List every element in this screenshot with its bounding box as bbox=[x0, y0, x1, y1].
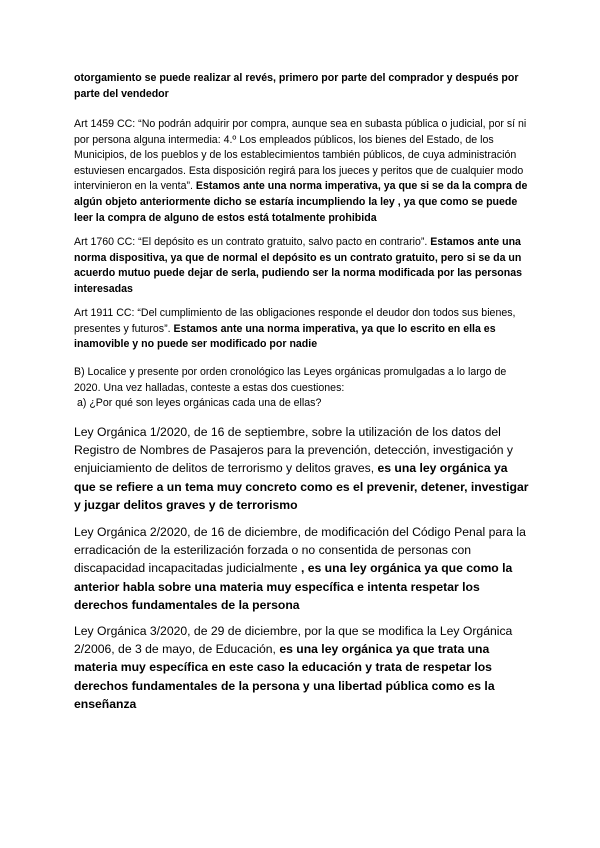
article-1911-paragraph bbox=[74, 306, 529, 353]
article-1459-text: Art 1459 CC: “No podrán adquirir por compra, aunque sea en subasta pública o judicial, por sí ni por persona alguna intermedia: 4.º Los empleados públicos, los bienes del Estado, de los Municipios, de los pueblos y de los establecimientos también públicos, de cuya administración estuviesen encargados. Esta disposición regirá para los jueces y peritos que de cualquier modo intervinieron en la venta”. bbox=[74, 118, 527, 193]
article-1459-answer: Estamos ante una norma imperativa, ya que si se da la compra de algún objeto anteriormente dicho se estaría incumpliendo la ley , ya que como se puede leer la compra de alguno de estos está totalmente prohibida bbox=[74, 180, 528, 224]
article-1911-answer: Estamos ante una norma imperativa, ya que lo escrito en ella es inamovible y no puede ser modificado por nadie bbox=[74, 322, 496, 351]
intro-paragraph bbox=[74, 71, 529, 102]
article-1760-answer: Estamos ante una norma dispositiva, ya que de normal el depósito es un contrato gratuito, pero si se da un acuerdo mutuo puede dejar de serla, pudiendo ser la norma modificada por las personas interesadas bbox=[74, 236, 522, 295]
section-b-question: B) Localice y presente por orden cronológico las Leyes orgánicas promulgadas a lo largo de 2020. Una vez halladas, conteste a estas dos cuestiones: bbox=[74, 366, 507, 394]
article-1911-text: Art 1911 CC: “Del cumplimiento de las obligaciones responde el deudor don todos sus bienes, presentes y futuros”. bbox=[74, 307, 516, 335]
law-1-paragraph bbox=[74, 423, 532, 514]
article-1459-paragraph bbox=[74, 117, 529, 226]
law-3-answer: es una ley orgánica ya que trata una materia muy específica en este caso la educación y trata de respetar los derechos fundamentales de la persona y una libertad pública como es la enseñanza bbox=[74, 642, 495, 711]
section-b-paragraph bbox=[74, 365, 529, 412]
intro-bold-text: otorgamiento se puede realizar al revés, primero por parte del comprador y después por parte del vendedor bbox=[74, 72, 519, 100]
law-2-answer: , es una ley orgánica ya que como la anterior habla sobre una materia muy específica e intenta respetar los derechos fundamentales de la persona bbox=[74, 561, 513, 612]
law-3-text: Ley Orgánica 3/2020, de 29 de diciembre, por la que se modifica la Ley Orgánica 2/2006, de 3 de mayo, de Educación, bbox=[74, 624, 513, 657]
law-2-paragraph bbox=[74, 523, 532, 614]
section-b-subquestion-a: a) ¿Por qué son leyes orgánicas cada una de ellas? bbox=[76, 397, 322, 410]
law-1-answer: es una ley orgánica ya que se refiere a un tema muy concreto como es el prevenir, detener, investigar y juzgar delitos graves y de terrorismo bbox=[74, 461, 529, 512]
article-1760-paragraph bbox=[74, 235, 529, 297]
law-1-text: Ley Orgánica 1/2020, de 16 de septiembre, sobre la utilización de los datos del Registro de Nombres de Pasajeros para la prevención, detección, investigación y enjuiciamiento de delitos de terrorismo y delitos graves, bbox=[74, 425, 513, 476]
article-1760-text: Art 1760 CC: “El depósito es un contrato gratuito, salvo pacto en contrario”. bbox=[74, 236, 428, 248]
law-3-paragraph bbox=[74, 622, 532, 713]
law-2-text: Ley Orgánica 2/2020, de 16 de diciembre, de modificación del Código Penal para la erradicación de la esterilización forzada o no consentida de personas con discapacidad incapacitadas judicialmente bbox=[74, 525, 526, 576]
